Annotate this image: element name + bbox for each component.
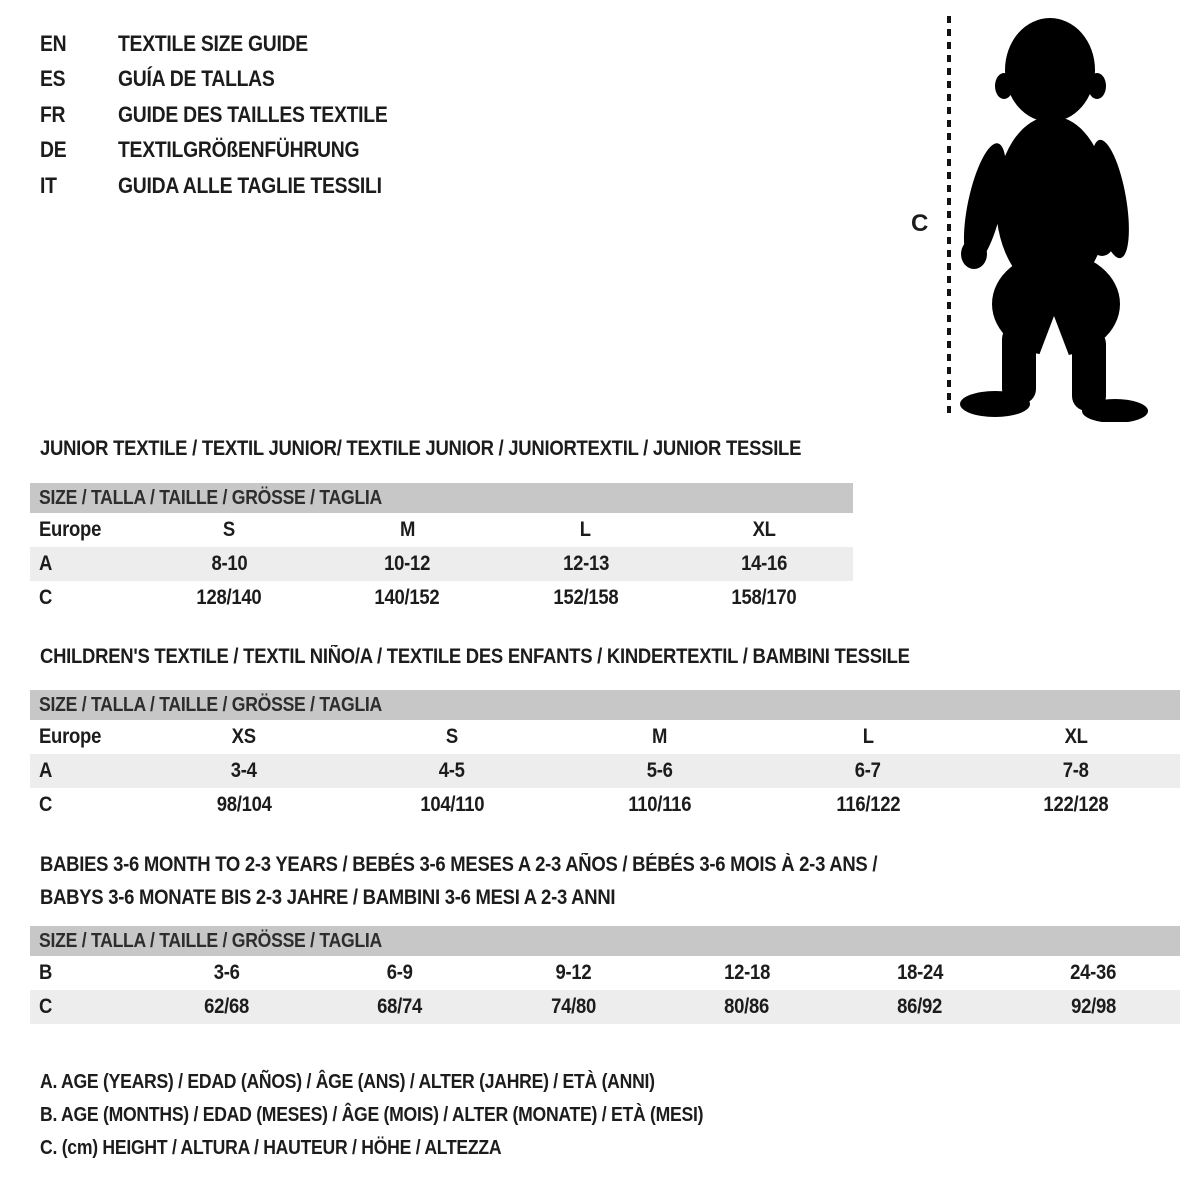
cell-value: 5-6 <box>647 759 673 782</box>
guide-title: GUIDA ALLE TAGLIE TESSILI <box>118 172 382 198</box>
junior-size-table <box>30 483 853 615</box>
section-title-line2 <box>40 886 694 910</box>
cell-value: 6-7 <box>855 759 881 782</box>
cell-value: 116/122 <box>836 793 900 816</box>
language-code: EN <box>40 30 67 56</box>
cell-value: 104/110 <box>420 793 484 816</box>
row-label: A <box>39 759 53 782</box>
size-header-text: SIZE / TALLA / TAILLE / GRÖSSE / TAGLIA <box>39 929 383 952</box>
row-label: C <box>39 995 53 1018</box>
cell-value: 14-16 <box>740 552 787 575</box>
guide-title: GUIDE DES TAILLES TEXTILE <box>118 101 388 127</box>
cell-value: L <box>862 725 874 748</box>
cell-value: 7-8 <box>1063 759 1089 782</box>
cell-value: M <box>652 725 668 748</box>
cell-value: 3-6 <box>213 961 240 984</box>
cell-value: 74/80 <box>550 995 596 1018</box>
size-header-text: SIZE / TALLA / TAILLE / GRÖSSE / TAGLIA <box>39 693 383 716</box>
table-row <box>30 956 1180 990</box>
section-title <box>40 437 905 461</box>
cell-value: S <box>223 518 236 541</box>
cell-value: XS <box>231 725 257 748</box>
cell-value: S <box>445 725 459 748</box>
legend-text: C. (cm) HEIGHT / ALTURA / HAUTEUR / HÖHE / ALTEZZA <box>40 1137 502 1159</box>
language-code: ES <box>40 66 66 92</box>
cell-value: 62/68 <box>204 995 250 1018</box>
language-code: IT <box>40 172 57 198</box>
size-header-bar <box>30 926 1180 956</box>
section-title-text: BABYS 3-6 MONATE BIS 2-3 JAHRE / BAMBINI 3-6 MESI A 2-3 ANNI <box>40 886 616 909</box>
babies-size-table <box>30 926 1180 1024</box>
guide-title: TEXTILGRÖßENFÜHRUNG <box>118 137 360 163</box>
language-row <box>40 62 424 98</box>
section-title-text: JUNIOR TEXTILE / TEXTIL JUNIOR/ TEXTILE JUNIOR / JUNIORTEXTIL / JUNIOR TESSILE <box>40 437 802 460</box>
cell-value: 122/128 <box>1043 793 1109 816</box>
table-row <box>30 720 1180 754</box>
size-header-bar <box>30 483 853 513</box>
legend-text: B. AGE (MONTHS) / EDAD (MESES) / ÂGE (MOIS) / ALTER (MONATE) / ETÀ (MESI) <box>40 1104 704 1126</box>
size-header-bar <box>30 690 1180 720</box>
table-row <box>30 513 853 547</box>
cell-value: 12-18 <box>723 961 770 984</box>
table-row <box>30 754 1180 788</box>
section-title <box>40 645 1028 669</box>
legend-line-c <box>40 1132 794 1165</box>
row-label: Europe <box>39 518 102 541</box>
row-label: A <box>39 552 53 575</box>
legend-line-b <box>40 1099 794 1132</box>
language-code: DE <box>40 137 67 163</box>
measurement-legend <box>40 1066 794 1165</box>
cell-value: 24-36 <box>1070 961 1117 984</box>
section-title-text: CHILDREN'S TEXTILE / TEXTIL NIÑO/A / TEXTILE DES ENFANTS / KINDERTEXTIL / BAMBINI TESSILE <box>40 645 910 668</box>
table-row <box>30 547 853 581</box>
cell-value: 18-24 <box>896 961 943 984</box>
cell-value: XL <box>752 518 776 541</box>
language-row <box>40 133 424 169</box>
height-measure-label: C <box>911 210 929 237</box>
cell-value: 92/98 <box>1070 995 1116 1018</box>
cell-value: L <box>580 518 592 541</box>
row-label: Europe <box>39 725 102 748</box>
legend-text: A. AGE (YEARS) / EDAD (AÑOS) / ÂGE (ANS) / ALTER (JAHRE) / ETÀ (ANNI) <box>40 1071 655 1093</box>
cell-value: 10-12 <box>384 552 431 575</box>
section-title <box>40 853 991 877</box>
cell-value: 140/152 <box>374 586 440 609</box>
cell-value: 152/158 <box>553 586 619 609</box>
cell-value: XL <box>1064 725 1088 748</box>
table-row <box>30 581 853 615</box>
language-row <box>40 26 424 62</box>
table-row <box>30 788 1180 822</box>
language-code: FR <box>40 101 66 127</box>
row-label: C <box>39 793 53 816</box>
cell-value: 12-13 <box>562 552 609 575</box>
cell-value: 110/116 <box>628 793 692 816</box>
table-row <box>30 990 1180 1024</box>
row-label: B <box>39 961 53 984</box>
cell-value: M <box>399 518 415 541</box>
children-size-table <box>30 690 1180 822</box>
cell-value: 98/104 <box>216 793 272 816</box>
cell-value: 8-10 <box>211 552 248 575</box>
language-row <box>40 97 424 133</box>
cell-value: 128/140 <box>196 586 262 609</box>
size-header-text: SIZE / TALLA / TAILLE / GRÖSSE / TAGLIA <box>39 486 383 509</box>
legend-line-a <box>40 1066 794 1099</box>
guide-title: GUÍA DE TALLAS <box>118 66 275 92</box>
cell-value: 158/170 <box>731 586 797 609</box>
row-label: C <box>39 586 53 609</box>
cell-value: 6-9 <box>387 961 413 984</box>
cell-value: 86/92 <box>897 995 943 1018</box>
cell-value: 9-12 <box>555 961 592 984</box>
toddler-silhouette-icon <box>950 14 1150 422</box>
guide-title: TEXTILE SIZE GUIDE <box>118 30 308 56</box>
language-row <box>40 168 424 204</box>
cell-value: 80/86 <box>724 995 770 1018</box>
language-title-block <box>40 26 424 204</box>
section-title-text: BABIES 3-6 MONTH TO 2-3 YEARS / BEBÉS 3-6 MESES A 2-3 AÑOS / BÉBÉS 3-6 MOIS À 2-3 ANS / <box>40 853 878 876</box>
cell-value: 4-5 <box>439 759 465 782</box>
cell-value: 68/74 <box>377 995 423 1018</box>
cell-value: 3-4 <box>231 759 257 782</box>
